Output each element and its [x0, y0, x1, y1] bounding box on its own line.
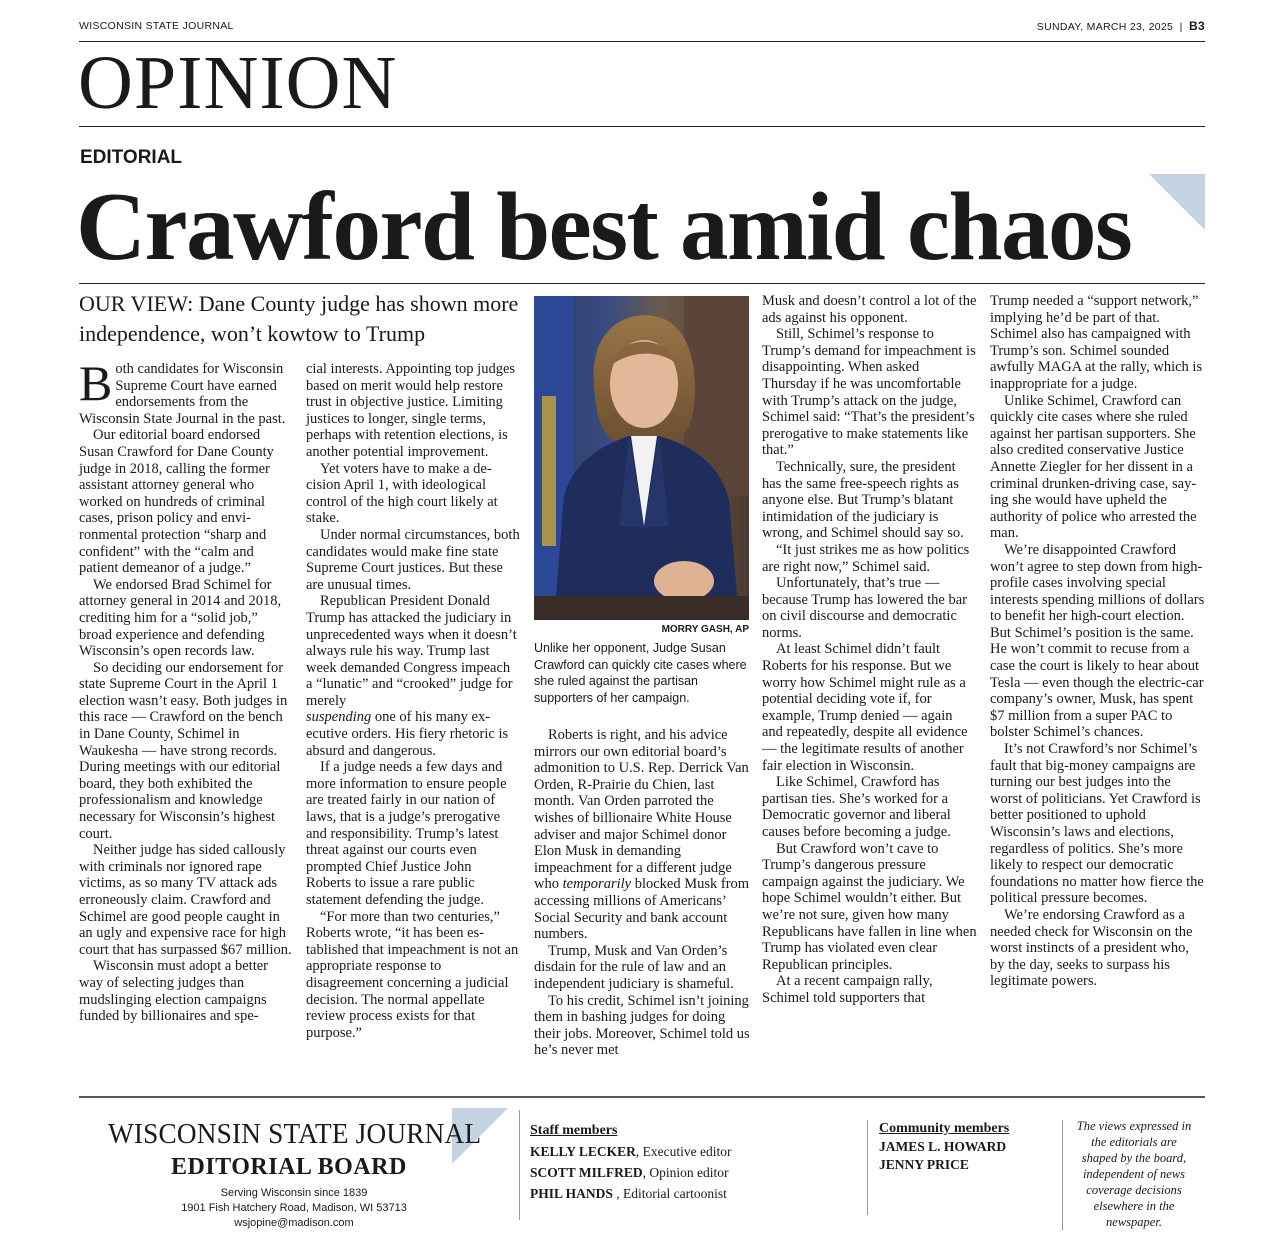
photo-illustration	[534, 296, 749, 620]
masthead-date: SUNDAY, MARCH 23, 2025	[1036, 21, 1174, 33]
paragraph: Trump needed a “support network,” implying he’d be part of that. Schimel also has campaigned with Trump’s son. Schimel sounded awfully MAGA at the rally, which is inappropriate for a judge.	[990, 293, 1203, 392]
italic-word: suspending	[306, 709, 372, 726]
section-title: OPINION	[78, 41, 398, 125]
staff-members	[530, 1120, 732, 1204]
footer-rule	[79, 1096, 1205, 1098]
paragraph: So deciding our endorsement for state Supreme Court in the April 1 election wasn’t easy. Both judges in this race — Crawford on the bench in Dane County, Schimel in Waukesha — have strong records. During meetings with our editorial board, they both exhibited the professionalism and knowledge necessary for Wisconsin’s highest court.	[79, 659, 288, 842]
paragraph: Like Schimel, Crawford has partisan ties. She’s worked for a Democratic governor and liberal causes before becoming a judge.	[762, 774, 951, 840]
footer-divider	[867, 1120, 868, 1215]
email-line: wsjopine@madison.com	[234, 1217, 354, 1229]
paragraph: “It just strikes me as how politics are right now,” Schimel said.	[762, 541, 970, 575]
paragraph: But Crawford won’t cave to Trump’s dangerous pressure campaign against the judiciary. We hope Schimel wouldn’t either. But we’re not sure, given how many Republicans have fallen in line when Trump has violated even clear Republican principles.	[762, 840, 977, 973]
staff-row: SCOTT MILFRED, Opinion editor	[530, 1165, 729, 1180]
section-rule	[79, 126, 1205, 127]
italic-word: temporarily	[562, 876, 632, 893]
paragraph: At a recent campaign rally, Schimel told supporters that	[762, 973, 933, 1006]
paragraph: Unlike Schimel, Crawford can quickly cite cases where she ruled against her partisan supporters. She also credited conservative Justice Annette Ziegler for her dissent in a criminal drunken-driving case, saying she would have upheld the authority of police who arrested the man.	[990, 392, 1197, 542]
paragraph: Technically, sure, the president has the same free-speech rights as anyone else. But Trump’s blatant intimidation of the judiciary is wrong, and Schimel should say so.	[762, 458, 964, 542]
photo-caption: Unlike her opponent, Judge Susan Crawford can quickly cite cases where she ruled against the partisan supporters of her campaign.	[534, 641, 747, 705]
article-column-3	[534, 727, 750, 1059]
footer-contact	[180, 1186, 408, 1231]
staff-row: KELLY LECKER, Executive editor	[530, 1144, 732, 1159]
paragraph: Neither judge has sided callously with criminals nor ignored rape victims, as so many TV attack ads erroneously claim. Crawford and Schimel are good people caught in an ugly and expensive race for high court that has surpassed $67 million.	[79, 842, 292, 958]
photo-credit: MORRY GASH, AP	[661, 624, 749, 635]
paragraph: Still, Schimel’s response to Trump’s demand for impeachment is disappointing. When asked Thursday if he was uncomfortable with Trump’s attack on the judge, Schimel said: “That’s the president’s prerogative to make statements like that.”	[762, 326, 976, 459]
crawford-photo	[534, 296, 749, 620]
page-number: B3	[1189, 19, 1205, 33]
footer-paper-name: WISCONSIN STATE JOURNAL	[108, 1118, 482, 1150]
views-disclaimer: The views expressed in the editorials are shaped by the board, independent of news coverage decisions elsewhere in the newspaper.	[1076, 1119, 1192, 1229]
dek: OUR VIEW: Dane County judge has shown more independence, won’t kowtow to Trump	[79, 291, 519, 346]
paragraph: Under normal circumstances, both candidates would make fine state Supreme Court justices. But these are unusual times.	[306, 526, 520, 593]
article-column-1	[79, 355, 293, 1025]
paragraph: We’re disappointed Crawford won’t agree to step down from high-profile cases involving special interests spending millions of dollars to benefit her high-court election. But Schimel’s position is the same. He won’t commit to recuse from a case the court is likely to hear about Tesla — even though the electric-car company’s owner, Musk, has spent $7 million from a super PAC to bolster Schimel’s chances.	[990, 541, 1205, 741]
headline-rule	[79, 283, 1205, 284]
drop-cap: B	[79, 355, 113, 411]
kicker: EDITORIAL	[80, 147, 183, 168]
community-member: JENNY PRICE	[879, 1157, 969, 1172]
article-column-5	[990, 293, 1205, 990]
paragraph: Roberts is right, and his advice mirrors our own editorial board’s admonition to U.S. Rep. Derrick Van Orden, R-Prairie du Chien, last month. Van Orden parroted the wishes of billionaire White House adviser and major Schimel donor Elon Musk in demanding impeachment for a different judge who temporarily blocked Musk from accessing millions of Americans’ Social Security and bank account numbers.	[534, 727, 750, 943]
paragraph: suspending one of his many executive orders. His fiery rhetoric is absurd and dangerous.	[306, 709, 509, 759]
paragraph: Musk and doesn’t control a lot of the ads against his opponent.	[762, 293, 977, 326]
paragraph: Unfortunately, that’s true — because Trump has lowered the bar on civil discourse and democratic norms.	[762, 575, 967, 641]
address-line: 1901 Fish Hatchery Road, Madison, WI 53713	[181, 1202, 407, 1214]
community-heading: Community members	[879, 1121, 1010, 1136]
paragraph: We endorsed Brad Schimel for attorney general in 2014 and 2018, crediting him for a “solid job,” broad experience and defending Wisconsin’s open records law.	[79, 576, 282, 660]
paragraph: Trump, Musk and Van Orden’s disdain for the rule of law and an independent judiciary is shameful.	[534, 942, 734, 992]
paragraph: It’s not Crawford’s nor Schimel’s fault that big-money campaigns are turning our best judges into the worst of politicians. Yet Crawford is better positioned to uphold Wisconsin’s laws and elections, regardless of politics. She’s more likely to respect our democratic foundations no matter how fierce the political pressure becomes.	[990, 741, 1204, 907]
community-members	[879, 1120, 1009, 1174]
footer-divider	[1062, 1120, 1063, 1230]
footer-divider	[519, 1110, 520, 1220]
community-member: JAMES L. HOWARD	[879, 1139, 1007, 1154]
serving-line: Serving Wisconsin since 1839	[220, 1187, 368, 1199]
article-column-2	[306, 361, 520, 1041]
headline: Crawford best amid chaos	[76, 173, 1132, 280]
paragraph: To his credit, Schimel isn’t joining them in bashing judges for doing their jobs. Moreover, Schimel told us he’s never met	[534, 992, 750, 1059]
staff-heading: Staff members	[530, 1123, 618, 1138]
paragraph: Our editorial board endorsed Susan Crawford for Dane County judge in 2018, calling the former assistant attorney general who worked on hundreds of criminal cases, prison policy and environmental protection “sharp and confident” with the “calm and patient demeanor of a judge.”	[79, 427, 274, 577]
paragraph: If a judge needs a few days and more information to ensure people are treated fairly in our nation of laws, that is a judge’s prerogative and responsibility. Trump’s latest threat against our courts even prompted Chief Justice John Roberts to issue a rare public statement defending the judge.	[306, 759, 507, 908]
staff-row: PHIL HANDS , Editorial cartoonist	[530, 1186, 727, 1201]
masthead-separator: |	[1176, 21, 1186, 33]
editorial-board-title: EDITORIAL BOARD	[171, 1154, 407, 1180]
article-column-4	[762, 293, 977, 1007]
paragraph: Republican President Donald Trump has attacked the judiciary in unprecedented ways when it doesn’t always rule his way. Trump last week demanded Congress impeach a “lunatic” and “crooked” judge for merely	[306, 593, 517, 709]
paragraph: Both candidates for Wisconsin Supreme Court have earned endorsements from the Wisconsin State Journal in the past.	[79, 355, 286, 427]
paragraph: “For more than two centuries,” Roberts wrote, “it has been established that impeachment is not an appropriate response to disagreement concerning a judicial decision. The normal appellate review process exists for that purpose.”	[306, 908, 519, 1041]
paragraph: cial interests. Appointing top judges based on merit would help restore trust in objective justice. Limiting justices to longer, single terms, perhaps with retention elections, is another potential improvement.	[306, 361, 516, 460]
masthead-date-page	[1037, 19, 1205, 33]
paragraph: At least Schimel didn’t fault Roberts for his response. But we worry how Schimel might rule as a potential deciding vote if, for example, Trump denied — again and repeatedly, despite all evidence — the legitimate results of another fair election in Wisconsin.	[762, 641, 968, 774]
paragraph: Yet voters have to make a decision April 1, with ideological control of the high court likely at stake.	[306, 460, 498, 527]
paragraph: Wisconsin must adopt a better way of selecting judges than mudslinging election campaigns funded by billionaires and spe-	[79, 958, 268, 1025]
masthead-paper-name: WISCONSIN STATE JOURNAL	[79, 20, 234, 32]
paragraph: We’re endorsing Crawford as a needed check for Wisconsin on the worst instincts of a president who, by the day, seeks to surpass his legitimate powers.	[990, 906, 1193, 990]
corner-accent-triangle	[1149, 174, 1205, 230]
